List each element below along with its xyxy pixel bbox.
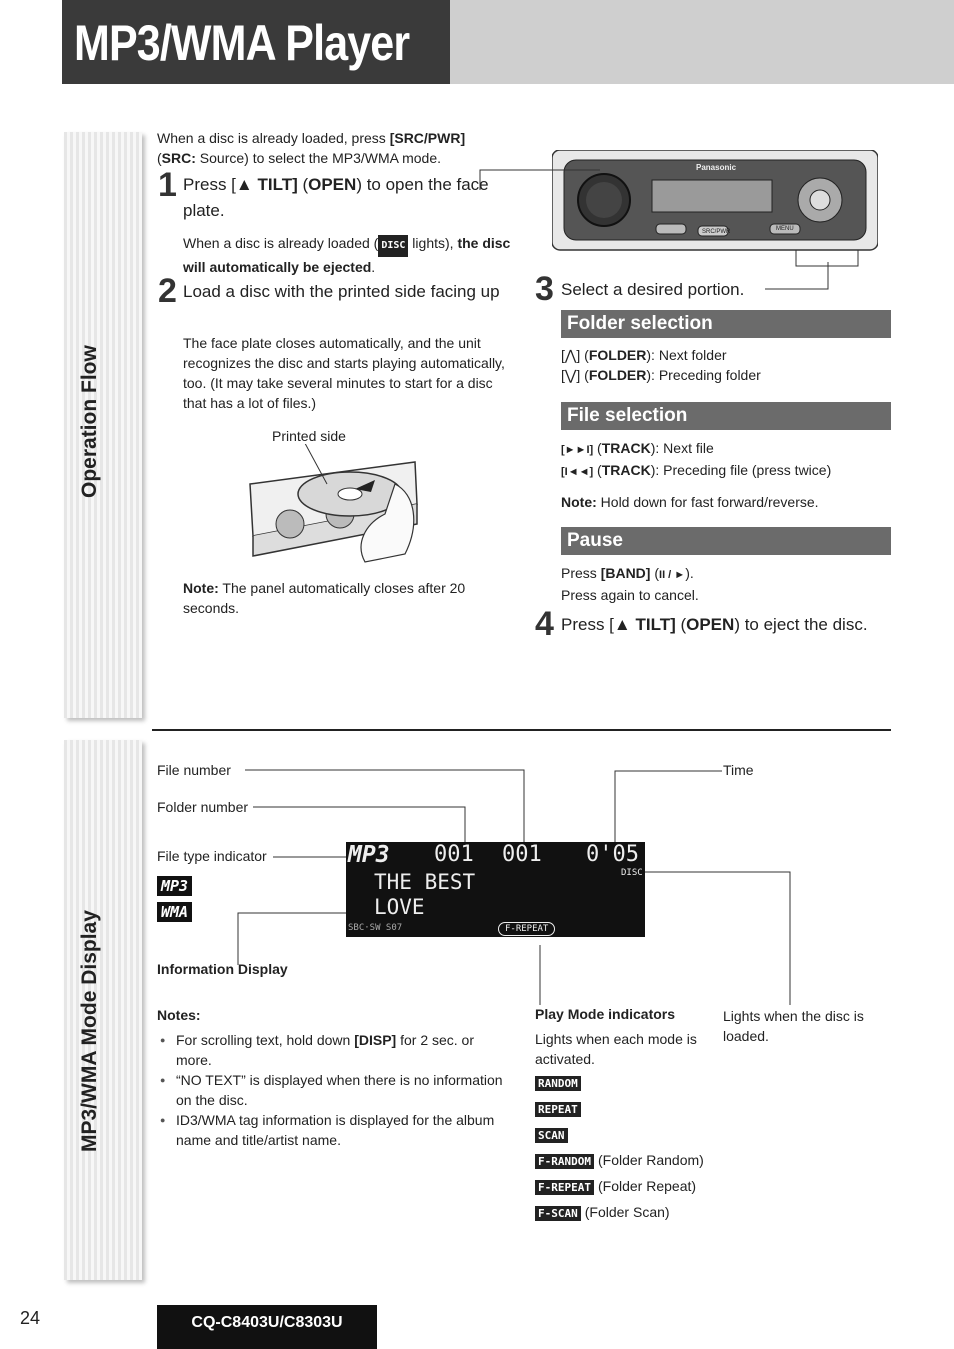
device-menu-button: MENU — [776, 226, 794, 232]
play-mode-description: Lights when each mode is activated. — [535, 1031, 697, 1067]
lcd-line-1: THE BEST — [374, 870, 476, 894]
file-number-label: File number — [157, 762, 231, 778]
pause-heading: Pause — [561, 527, 891, 555]
repeat-indicator-icon: REPEAT — [535, 1102, 581, 1117]
folder-repeat-indicator-icon: F-REPEAT — [535, 1180, 594, 1195]
lcd-display — [346, 842, 645, 937]
folder-number-label: Folder number — [157, 799, 249, 815]
lcd-line-2: LOVE — [374, 895, 425, 919]
play-mode-item — [535, 1072, 704, 1098]
play-mode-item — [535, 1124, 704, 1150]
device-brand: Panasonic — [696, 163, 737, 172]
disc-light-description: Lights when the disc is loaded. — [723, 1008, 864, 1044]
file-selection-note: Note: Hold down for fast forward/reverse. — [561, 494, 819, 510]
lcd-folder-number: 001 — [434, 842, 474, 867]
page-number: 24 — [20, 1308, 41, 1328]
lcd-file-type: MP3 — [348, 842, 390, 868]
sidebar-label-operation-flow: Operation Flow — [78, 345, 101, 498]
play-pause-icon: II / ► — [659, 569, 686, 581]
play-mode-list — [535, 1072, 704, 1228]
play-mode-item: F-RANDOM (Folder Random) — [535, 1150, 704, 1176]
file-selection-heading: File selection — [561, 402, 891, 430]
printed-side-label: Printed side — [272, 428, 346, 444]
notes-list — [158, 1030, 508, 1150]
file-selection-text: [►►I] (TRACK): Next file [I◄◄] (TRACK): Preceding file (press twice) — [561, 440, 832, 478]
lcd-time: 0'05 — [586, 842, 639, 867]
scan-indicator-icon: SCAN — [535, 1128, 568, 1143]
random-indicator-icon: RANDOM — [535, 1076, 581, 1091]
step-4-text: Press [▲ TILT] (OPEN) to eject the disc. — [561, 615, 868, 634]
model-number-badge: CQ-C8403U/C8303U — [157, 1305, 377, 1349]
step-2-note: Note: The panel automatically closes after 20 seconds. — [183, 580, 466, 616]
folder-random-indicator-icon: F-RANDOM — [535, 1154, 594, 1169]
sidebar-label-mode-display: MP3/WMA Mode Display — [78, 910, 101, 1152]
note-item: ● “NO TEXT” is displayed when there is no information on the disc. — [158, 1070, 508, 1110]
eject-icon: ▲ — [613, 615, 631, 634]
step-1-subnote: When a disc is already loaded ( DISC lights), the disc will automatically be ejected. — [183, 235, 511, 275]
intro-text: When a disc is already loaded, press [SRC/PWR] (SRC: Source) to select the MP3/WMA mode. — [157, 130, 466, 166]
page-title: MP3/WMA Player — [74, 15, 410, 71]
play-mode-item: F-REPEAT (Folder Repeat) — [535, 1176, 704, 1202]
note-item: ● For scrolling text, hold down [DISP] for 2 sec. or more. — [158, 1030, 508, 1070]
pause-text: Press [BAND] (II / ►). Press again to cancel. — [561, 565, 699, 603]
step-1-number: 1 — [158, 166, 177, 204]
lcd-play-mode: F-REPEAT — [498, 922, 555, 936]
folder-selection-text: [⋀] (FOLDER): Next folder [⋁] (FOLDER): Preceding folder — [561, 347, 761, 383]
disc-indicator-icon: DISC — [378, 235, 408, 257]
play-mode-item — [535, 1098, 704, 1124]
eject-icon: ▲ — [235, 175, 253, 194]
device-src-button: SRC/PWR — [702, 229, 731, 235]
step-4-number: 4 — [535, 605, 554, 643]
folder-scan-indicator-icon: F-SCAN — [535, 1206, 581, 1221]
folder-down-icon: [⋁] — [561, 367, 581, 383]
time-label: Time — [723, 762, 754, 778]
notes-heading: Notes: — [157, 1007, 201, 1023]
step-3-number: 3 — [535, 270, 554, 308]
lcd-disc-indicator: DISC — [621, 868, 643, 878]
note-item: ● ID3/WMA tag information is displayed for the album name and title/artist name. — [158, 1110, 508, 1150]
play-mode-heading: Play Mode indicators — [535, 1006, 676, 1022]
step-2-number: 2 — [158, 272, 177, 310]
next-track-icon: [►►I] — [561, 444, 594, 456]
step-1-text: Press [▲ TILT] (OPEN) to open the face plate. — [183, 175, 489, 220]
play-mode-item: F-SCAN (Folder Scan) — [535, 1202, 704, 1228]
mp3-indicator-icon: MP3 — [157, 876, 192, 896]
prev-track-icon: [I◄◄] — [561, 466, 594, 478]
folder-up-icon: [⋀] — [561, 347, 581, 363]
lcd-file-number: 001 — [502, 842, 542, 867]
section-divider — [152, 729, 891, 731]
step-3-title: Select a desired portion. — [561, 280, 745, 299]
step-2-description: The face plate closes automatically, and the unit recognizes the disc and starts playing automatically, too. (It may take several minutes to start for a disc that has a lot of files.) — [183, 335, 505, 411]
file-type-indicator-label: File type indicator — [157, 848, 267, 864]
wma-indicator-icon: WMA — [157, 902, 192, 922]
folder-selection-heading: Folder selection — [561, 310, 891, 338]
lcd-bottom-status: SBC·SW S07 — [348, 923, 403, 933]
step-2-title: Load a disc with the printed side facing up — [183, 282, 500, 301]
information-display-label: Information Display — [157, 961, 288, 977]
